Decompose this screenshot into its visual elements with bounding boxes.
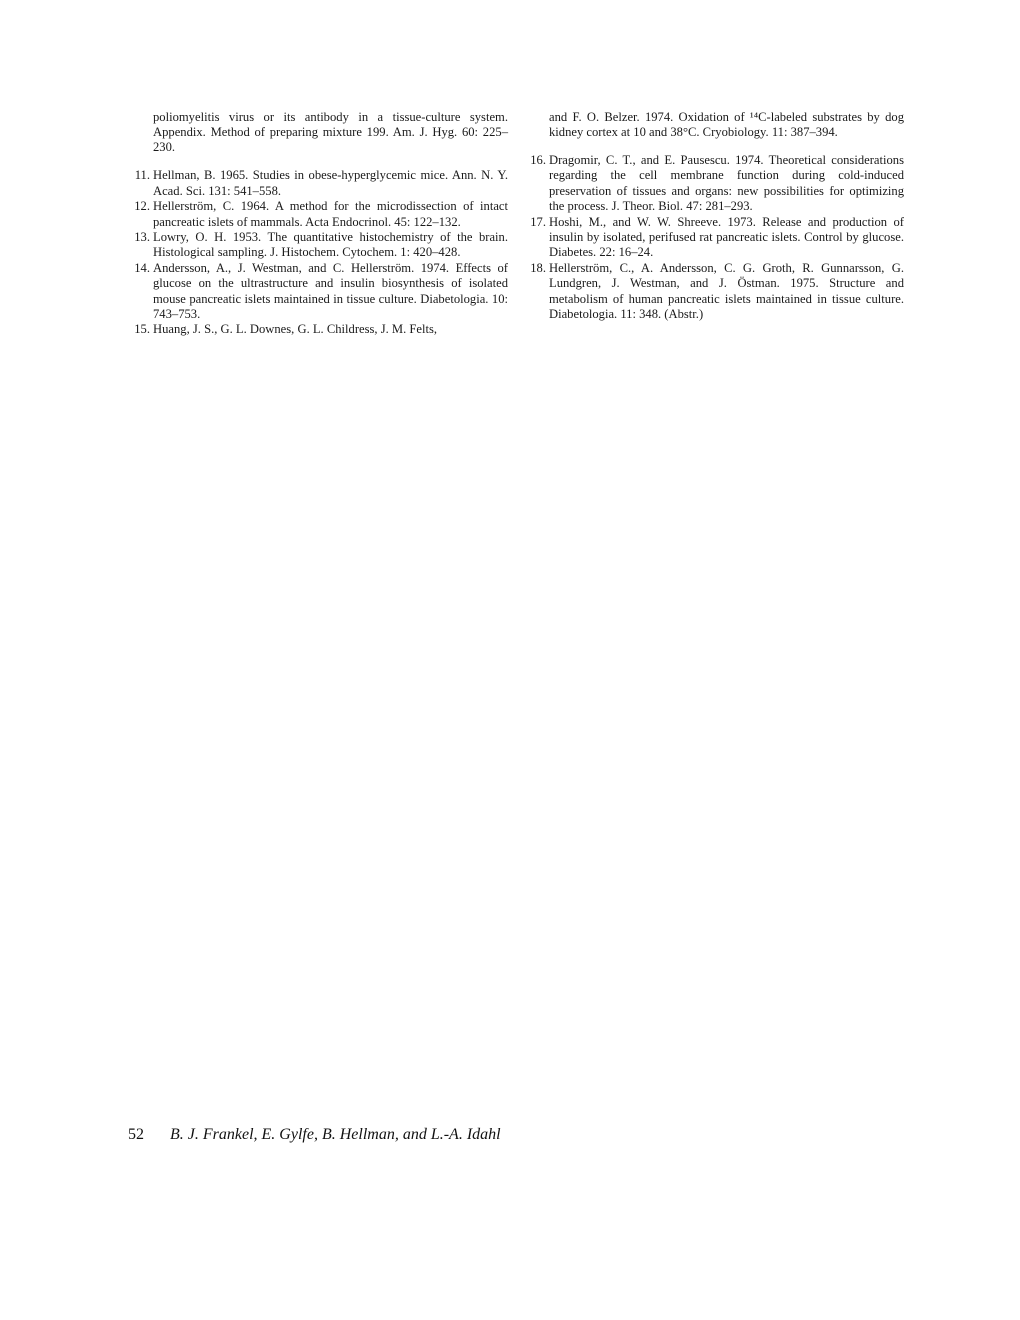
reference-text: Huang, J. S., G. L. Downes, G. L. Childress, J. M. Felts, — [153, 322, 438, 337]
reference-text: Hellman, B. 1965. Studies in obese-hyperglycemic mice. Ann. N. Y. Acad. Sci. 131: 541–558. — [153, 168, 508, 198]
running-footer-authors: B. J. Frankel, E. Gylfe, B. Hellman, and L.-A. Idahl — [170, 1126, 501, 1143]
page-footer — [128, 1126, 501, 1144]
reference-number: 17. — [530, 214, 546, 229]
page-number: 52 — [128, 1126, 144, 1143]
reference-text: Hellerström, C., A. Andersson, C. G. Groth, R. Gunnarsson, G. Lundgren, J. Westman, and J. Östman. 1975. Structure and metabolism of human pancreatic islets maintained in tissue culture. Diabetologia. 11: 348. (Abstr.) — [549, 260, 904, 322]
reference-number: 11. — [134, 168, 150, 183]
reference-item — [132, 168, 508, 199]
reference-continuation: and F. O. Belzer. 1974. Oxidation of ¹⁴C-labeled substrates by dog kidney cortex at 10 and 38°C. Cryobiology. 11: 387–394. — [549, 109, 904, 139]
reference-item — [132, 199, 508, 230]
reference-number: 12. — [134, 199, 150, 214]
reference-number: 15. — [134, 322, 150, 337]
reference-item — [528, 215, 904, 261]
reference-text: Hellerström, C. 1964. A method for the microdissection of intact pancreatic islets of mammals. Acta Endocrinol. 45: 122–132. — [153, 199, 508, 229]
reference-continuation: poliomyelitis virus or its antibody in a tissue-culture system. Appendix. Method of preparing mixture 199. Am. J. Hyg. 60: 225–230. — [153, 109, 508, 155]
reference-item — [528, 153, 904, 215]
reference-text: Dragomir, C. T., and E. Pausescu. 1974. Theoretical considerations regarding the cell membrane function during cold-induced preservation of tissues and organs: new possibilities for optimizing the process. J. Theor. Biol. 47: 281–293. — [549, 153, 904, 214]
reference-item — [132, 230, 508, 261]
reference-item — [528, 261, 904, 323]
reference-number: 14. — [134, 260, 150, 275]
reference-item — [132, 261, 508, 323]
reference-column-left — [132, 97, 508, 338]
reference-number: 16. — [530, 153, 546, 167]
reference-number: 18. — [530, 260, 546, 275]
reference-column-right — [528, 97, 904, 322]
reference-text: Andersson, A., J. Westman, and C. Hellerström. 1974. Effects of glucose on the ultrastructure and insulin biosynthesis of isolated mouse pancreatic islets maintained in tissue culture. Diabetologia. 10: 743–753. — [153, 260, 508, 322]
reference-text: Hoshi, M., and W. W. Shreeve. 1973. Release and production of insulin by isolated, perifused rat pancreatic islets. Control by glucose. Diabetes. 22: 16–24. — [549, 214, 904, 260]
reference-item — [132, 322, 508, 337]
reference-number: 13. — [134, 230, 150, 245]
reference-text: Lowry, O. H. 1953. The quantitative histochemistry of the brain. Histological sampling. J. Histochem. Cytochem. 1: 420–428. — [153, 230, 508, 260]
